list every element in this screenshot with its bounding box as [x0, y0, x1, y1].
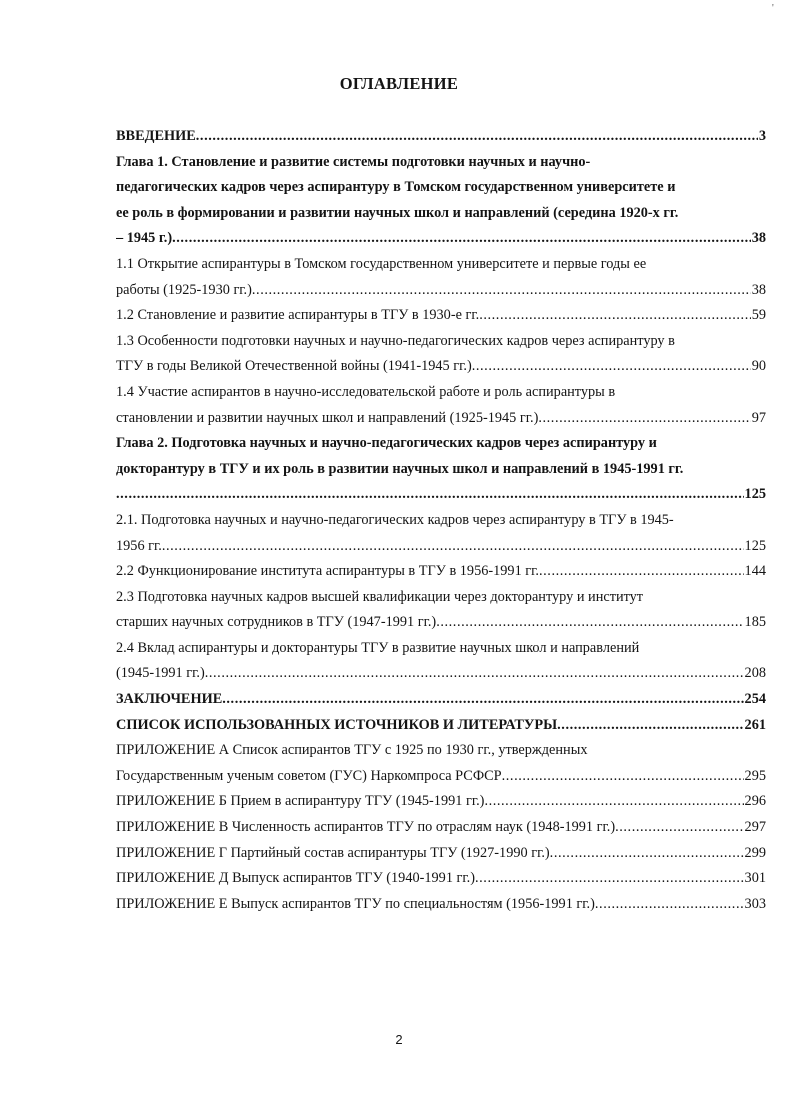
toc-entry-page: 208	[744, 665, 766, 682]
toc-entry	[116, 610, 766, 636]
toc-entry-page: 185	[744, 614, 766, 631]
toc-entry	[116, 661, 766, 687]
toc-entry-page: 3	[758, 128, 766, 144]
toc-entry-text: ТГУ в годы Великой Отечественной войны (1941-1945 гг.)	[116, 358, 472, 375]
toc-entry	[116, 764, 766, 790]
toc-entry	[116, 892, 766, 918]
toc-entry-text: 1.3 Особенности подготовки научных и научно-педагогических кадров через аспирантуру в	[116, 332, 675, 349]
toc-entry-text: педагогических кадров через аспирантуру в Томском государственном университете и	[116, 179, 676, 196]
toc-entry	[116, 226, 766, 252]
toc-entry-text: старших научных сотрудников в ТГУ (1947-1991 гг.)	[116, 614, 437, 631]
toc-entry-page: 303	[744, 895, 766, 912]
page-number: 2	[395, 1032, 403, 1047]
toc-entry-text: ВВЕДЕНИЕ	[116, 128, 196, 144]
toc-entry-text: становлении и развитии научных школ и направлений (1925-1945 гг.)	[116, 409, 539, 426]
toc-entry-text: 2.3 Подготовка научных кадров высшей квалификации через докторантуру и институт	[116, 588, 644, 605]
table-of-contents	[116, 124, 766, 917]
toc-entry-text: 1.1 Открытие аспирантуры в Томском государственном университете и первые годы ее	[116, 255, 647, 272]
toc-dot-leader	[615, 815, 743, 841]
toc-dot-leader	[162, 534, 744, 560]
toc-dot-leader	[475, 866, 744, 892]
toc-entry	[116, 278, 766, 304]
toc-entry	[116, 150, 766, 176]
toc-dot-leader	[472, 354, 751, 380]
toc-entry	[116, 815, 766, 841]
toc-entry	[116, 252, 766, 278]
toc-entry	[116, 406, 766, 432]
toc-dot-leader	[252, 278, 751, 304]
toc-entry	[116, 303, 766, 329]
toc-dot-leader	[436, 610, 743, 636]
toc-entry	[116, 534, 766, 560]
toc-entry-page: 297	[744, 819, 766, 836]
toc-entry-text: ПРИЛОЖЕНИЕ Б Прием в аспирантуру ТГУ (1945-1991 гг.)	[116, 793, 485, 810]
toc-entry-page: 125	[744, 537, 766, 554]
toc-entry	[116, 866, 766, 892]
toc-dot-leader	[484, 789, 743, 815]
toc-entry	[116, 559, 766, 585]
toc-entry-text: ПРИЛОЖЕНИЕ В Численность аспирантов ТГУ по отраслям наук (1948-1991 гг.)	[116, 819, 616, 836]
toc-entry-text: 2.2 Функционирование института аспирантуры в ТГУ в 1956-1991 гг.	[116, 563, 539, 580]
toc-dot-leader	[595, 892, 744, 918]
toc-entry	[116, 457, 766, 483]
toc-entry-text: ЗАКЛЮЧЕНИЕ	[116, 691, 223, 708]
toc-entry-text: Глава 2. Подготовка научных и научно-педагогических кадров через аспирантуру и	[116, 435, 657, 452]
toc-dot-leader	[550, 841, 744, 867]
toc-entry	[116, 482, 766, 508]
toc-entry-page: 296	[744, 793, 766, 810]
toc-entry-page: 261	[744, 716, 766, 733]
toc-entry	[116, 124, 766, 150]
toc-entry	[116, 175, 766, 201]
toc-entry	[116, 713, 766, 739]
toc-entry-text: Глава 1. Становление и развитие системы подготовки научных и научно-	[116, 153, 591, 170]
toc-entry-text: ПРИЛОЖЕНИЕ Г Партийный состав аспирантуры ТГУ (1927-1990 гг.)	[116, 844, 550, 861]
toc-entry	[116, 738, 766, 764]
toc-entry	[116, 508, 766, 534]
toc-entry-text: 2.1. Подготовка научных и научно-педагогических кадров через аспирантуру в ТГУ в 1945-	[116, 511, 674, 528]
toc-entry-text: работы (1925-1930 гг.)	[116, 281, 252, 298]
toc-dot-leader	[196, 124, 758, 150]
toc-entry-text: 1.4 Участие аспирантов в научно-исследовательской работе и роль аспирантуры в	[116, 383, 616, 400]
toc-entry	[116, 841, 766, 867]
toc-entry	[116, 329, 766, 355]
toc-entry-page: 299	[744, 844, 766, 861]
toc-entry-page: 38	[751, 230, 766, 247]
toc-entry-text: – 1945 г.)	[116, 230, 173, 247]
toc-dot-leader	[557, 713, 743, 739]
toc-entry-text: ПРИЛОЖЕНИЕ Е Выпуск аспирантов ТГУ по специальностям (1956-1991 гг.)	[116, 895, 595, 912]
toc-entry-page: 97	[751, 409, 766, 426]
toc-entry-text: 1956 гг.	[116, 537, 162, 554]
toc-entry	[116, 380, 766, 406]
toc-entry-page: 301	[744, 870, 766, 887]
toc-entry	[116, 585, 766, 611]
toc-entry-page: 38	[751, 281, 766, 298]
toc-entry-text: 1.2 Становление и развитие аспирантуры в ТГУ в 1930-е гг.	[116, 307, 480, 324]
toc-dot-leader	[479, 303, 751, 329]
corner-mark: '	[772, 3, 774, 14]
toc-entry	[116, 789, 766, 815]
toc-entry-text: СПИСОК ИСПОЛЬЗОВАННЫХ ИСТОЧНИКОВ И ЛИТЕРАТУРЫ	[116, 716, 558, 733]
toc-entry-page: 59	[751, 307, 766, 324]
toc-entry-text: 2.4 Вклад аспирантуры и докторантуры ТГУ в развитие научных школ и направлений	[116, 639, 640, 656]
toc-entry-text: Государственным ученым советом (ГУС) Наркомпроса РСФСР	[116, 767, 502, 784]
toc-entry-text: ПРИЛОЖЕНИЕ А Список аспирантов ТГУ с 1925 по 1930 гг., утвержденных	[116, 742, 588, 759]
toc-entry	[116, 201, 766, 227]
toc-dot-leader	[502, 764, 744, 790]
toc-entry	[116, 354, 766, 380]
toc-entry	[116, 431, 766, 457]
toc-entry-text: (1945-1991 гг.)	[116, 665, 205, 682]
toc-entry	[116, 687, 766, 713]
toc-entry-page: 295	[744, 767, 766, 784]
page-title: ОГЛАВЛЕНИЕ	[339, 74, 459, 93]
toc-entry-text: ее роль в формировании и развитии научных школ и направлений (середина 1920-х гг.	[116, 204, 679, 221]
toc-dot-leader	[222, 687, 743, 713]
toc-dot-leader	[205, 661, 744, 687]
toc-entry-text: ПРИЛОЖЕНИЕ Д Выпуск аспирантов ТГУ (1940-1991 гг.)	[116, 870, 475, 887]
toc-entry-page: 125	[744, 486, 766, 503]
toc-entry-text: докторантуру в ТГУ и их роль в развитии научных школ и направлений в 1945-1991 гг.	[116, 460, 684, 477]
toc-entry	[116, 636, 766, 662]
toc-dot-leader	[172, 226, 751, 252]
toc-dot-leader	[538, 406, 750, 432]
toc-entry-page: 254	[744, 691, 766, 708]
toc-dot-leader	[116, 482, 744, 508]
toc-entry-page: 90	[751, 358, 766, 375]
toc-dot-leader	[539, 559, 744, 585]
toc-entry-page: 144	[744, 563, 766, 580]
